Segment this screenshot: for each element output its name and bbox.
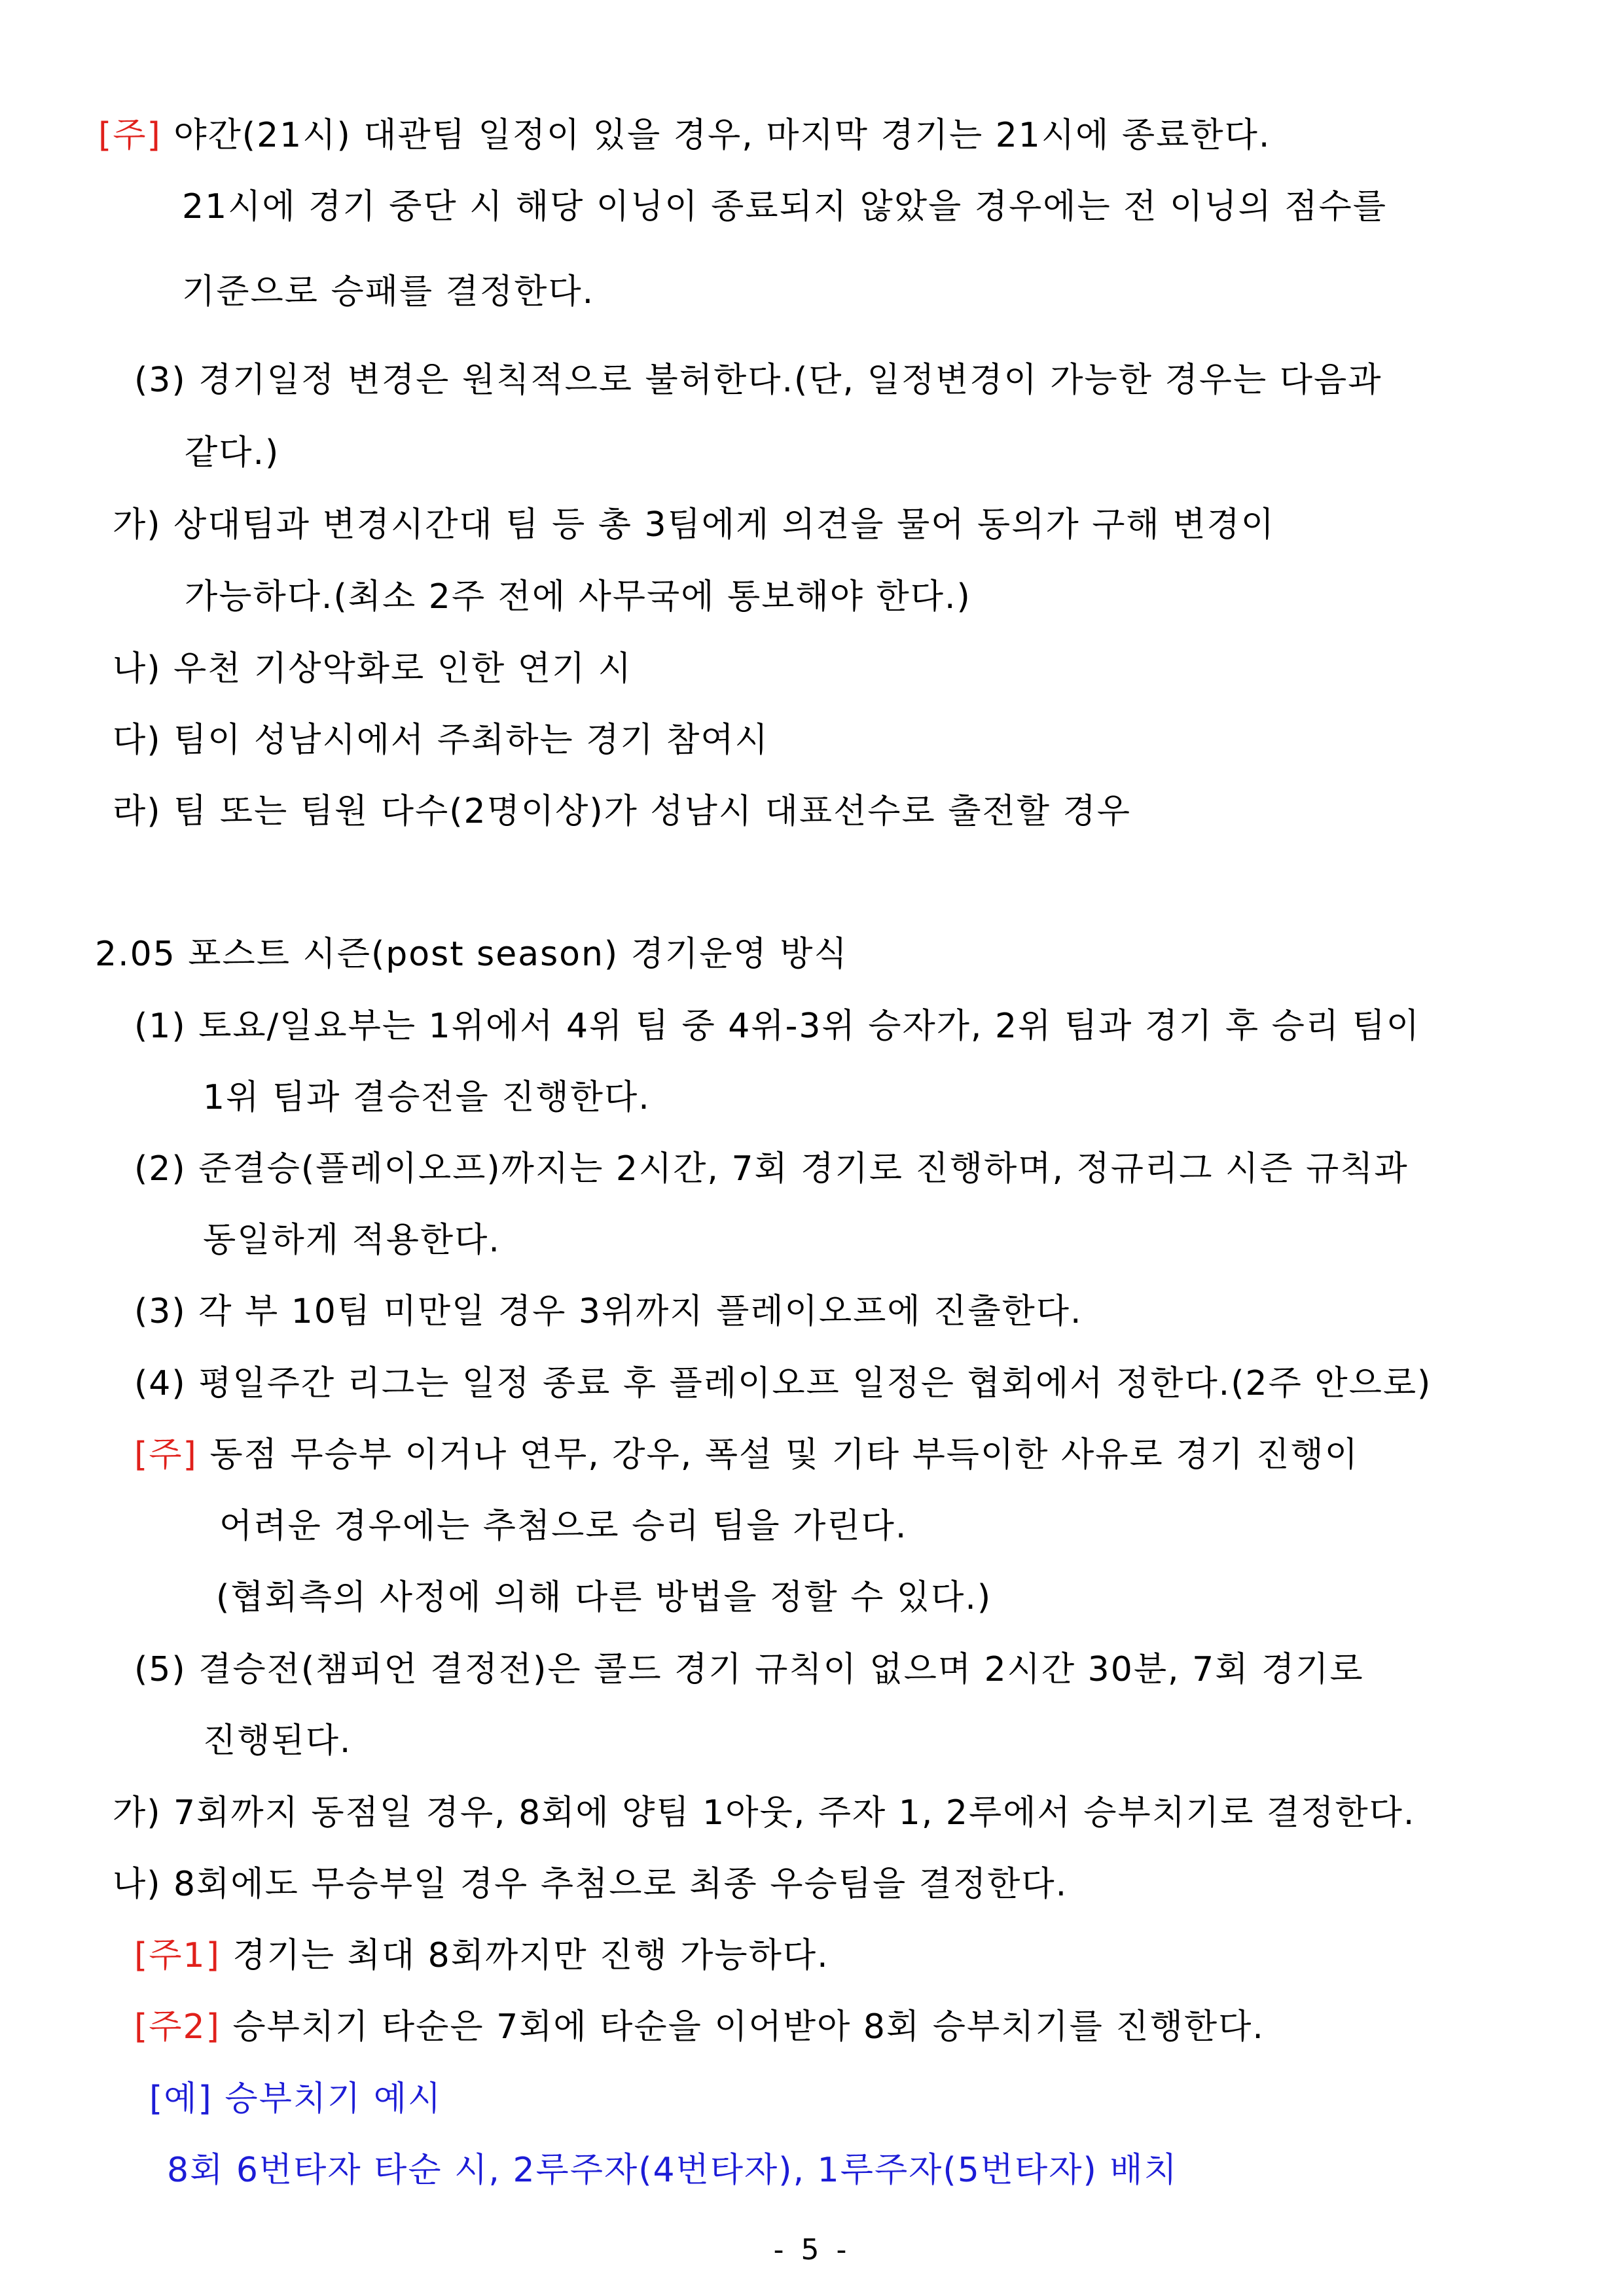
note-line — [134, 2006, 1265, 2048]
text-line: 동일하게 적용한다. — [203, 1221, 501, 1260]
text-line: 21시에 경기 중단 시 해당 이닝이 종료되지 않았을 경우에는 전 이닝의 점수를 — [182, 187, 1387, 226]
list-item: 나) 8회에도 무승부일 경우 추첨으로 최종 우승팀을 결정한다. — [113, 1865, 1068, 1904]
text-line: (협회측의 사정에 의해 다른 방법을 정할 수 있다.) — [216, 1578, 992, 1617]
note-line — [134, 1935, 829, 1977]
list-item: (3) 경기일정 변경은 원칙적으로 불허한다.(단, 일정변경이 가능한 경우는 다음과 — [134, 361, 1382, 400]
text-line: 진행된다. — [203, 1721, 352, 1761]
list-item: 가) 상대팀과 변경시간대 팀 등 총 3팀에게 의견을 물어 동의가 구해 변경이 — [113, 505, 1275, 545]
text-line: 가능하다.(최소 2주 전에 사무국에 통보해야 한다.) — [185, 577, 971, 617]
list-item: 다) 팀이 성남시에서 주최하는 경기 참여시 — [113, 721, 769, 760]
text-line: 같다.) — [185, 433, 280, 473]
note-text: 경기는 최대 8회까지만 진행 가능하다. — [220, 1936, 829, 1975]
list-item: (4) 평일주간 리그는 일정 종료 후 플레이오프 일정은 협회에서 정한다.(2주 안으로) — [134, 1364, 1432, 1403]
page-number: - 5 - — [773, 2233, 851, 2267]
text-line: 어려운 경우에는 추첨으로 승리 팀을 가린다. — [219, 1507, 908, 1546]
list-item: (1) 토요/일요부는 1위에서 4위 팀 중 4위-3위 승자가, 2위 팀과 경기 후 승리 팀이 — [134, 1007, 1421, 1046]
note-tag: [주] — [134, 1435, 198, 1475]
list-item: 나) 우천 기상악화로 인한 연기 시 — [113, 649, 632, 689]
text-line: 1위 팀과 결승전을 진행한다. — [203, 1078, 651, 1117]
note-tag: [주1] — [134, 1936, 221, 1975]
note-text: 동점 무승부 이거나 연무, 강우, 폭설 및 기타 부득이한 사유로 경기 진행이 — [197, 1435, 1359, 1475]
text-line: 기준으로 승패를 결정한다. — [182, 272, 595, 312]
example-text: 8회 6번타자 타순 시, 2루주자(4번타자), 1루주자(5번타자) 배치 — [167, 2151, 1178, 2190]
note-text: 야간(21시) 대관팀 일정이 있을 경우, 마지막 경기는 21시에 종료한다. — [161, 116, 1271, 155]
note-tag: [주] — [98, 116, 162, 155]
note-line — [98, 115, 1271, 156]
list-item: 라) 팀 또는 팀원 다수(2명이상)가 성남시 대표선수로 출전할 경우 — [113, 792, 1131, 831]
list-item: (3) 각 부 10팀 미만일 경우 3위까지 플레이오프에 진출한다. — [134, 1292, 1083, 1331]
section-heading: 2.05 포스트 시즌(post season) 경기운영 방식 — [95, 935, 848, 974]
list-item: 가) 7회까지 동점일 경우, 8회에 양팀 1아웃, 주자 1, 2루에서 승부치기로 결정한다. — [113, 1793, 1416, 1833]
list-item: (5) 결승전(챔피언 결정전)은 콜드 경기 규칙이 없으며 2시간 30분, 7회 경기로 — [134, 1650, 1364, 1689]
example-heading: [예] 승부치기 예시 — [149, 2079, 442, 2119]
note-tag: [주2] — [134, 2007, 221, 2047]
list-item: (2) 준결승(플레이오프)까지는 2시간, 7회 경기로 진행하며, 정규리그 시즌 규칙과 — [134, 1149, 1409, 1189]
note-line — [134, 1434, 1359, 1476]
note-text: 승부치기 타순은 7회에 타순을 이어받아 8회 승부치기를 진행한다. — [220, 2007, 1265, 2047]
